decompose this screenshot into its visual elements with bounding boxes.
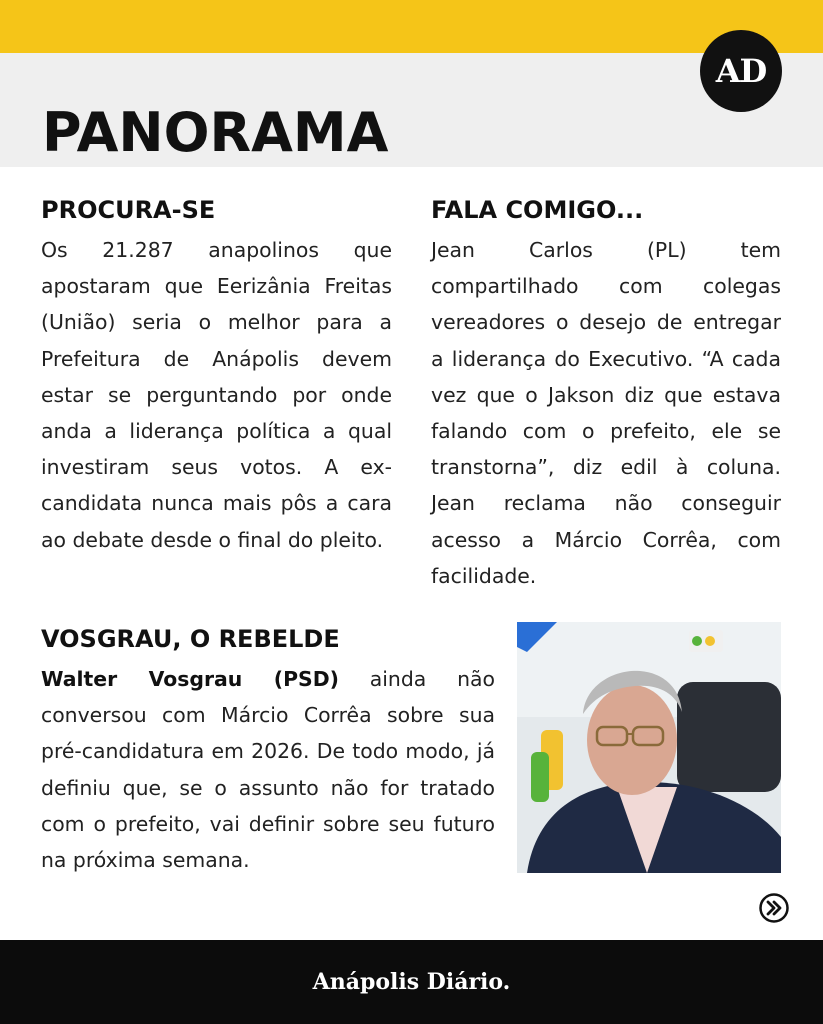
article-heading: VOSGRAU, O REBELDE — [41, 625, 340, 653]
article-heading: PROCURA-SE — [41, 196, 216, 224]
next-page-button[interactable] — [758, 892, 790, 924]
article-procura-se — [41, 198, 392, 558]
article-body-text: ainda não conversou com Márcio Corrêa sobre sua pré-candidatura em 2026. De todo modo, já definiu que, se o assunto não for tratado com o prefeito, vai definir sobre seu futuro na próxima semana. — [41, 667, 495, 873]
article-vosgrau — [41, 627, 495, 878]
article-lead: Walter Vosgrau (PSD) — [41, 667, 339, 691]
article-body — [41, 661, 495, 878]
portrait-illustration — [517, 622, 781, 873]
article-fala-comigo — [431, 198, 781, 594]
double-chevron-right-icon — [758, 892, 790, 924]
page-title: PANORAMA — [42, 101, 389, 164]
portrait-photo — [517, 622, 781, 873]
top-accent-bar — [0, 0, 823, 53]
brand-logo — [700, 30, 782, 112]
footer — [0, 940, 823, 1024]
footer-brand: Anápolis Diário. — [312, 969, 511, 995]
logo-text: AD — [715, 52, 767, 90]
article-body: Os 21.287 anapolinos que apostaram que Eerizânia Freitas (União) seria o melhor para a Prefeitura de Anápolis devem estar se perguntando por onde anda a liderança política a qual investiram seus votos. A ex-candidata nunca mais pôs a cara ao debate desde o final do pleito. — [41, 238, 392, 552]
article-heading: FALA COMIGO... — [431, 196, 644, 224]
article-body: Jean Carlos (PL) tem compartilhado com colegas vereadores o desejo de entregar a liderança do Executivo. “A cada vez que o Jakson diz que estava falando com o prefeito, ele se transtorna”, diz edil à coluna. Jean reclama não conseguir acesso a Márcio Corrêa, com facilidade. — [431, 238, 781, 588]
